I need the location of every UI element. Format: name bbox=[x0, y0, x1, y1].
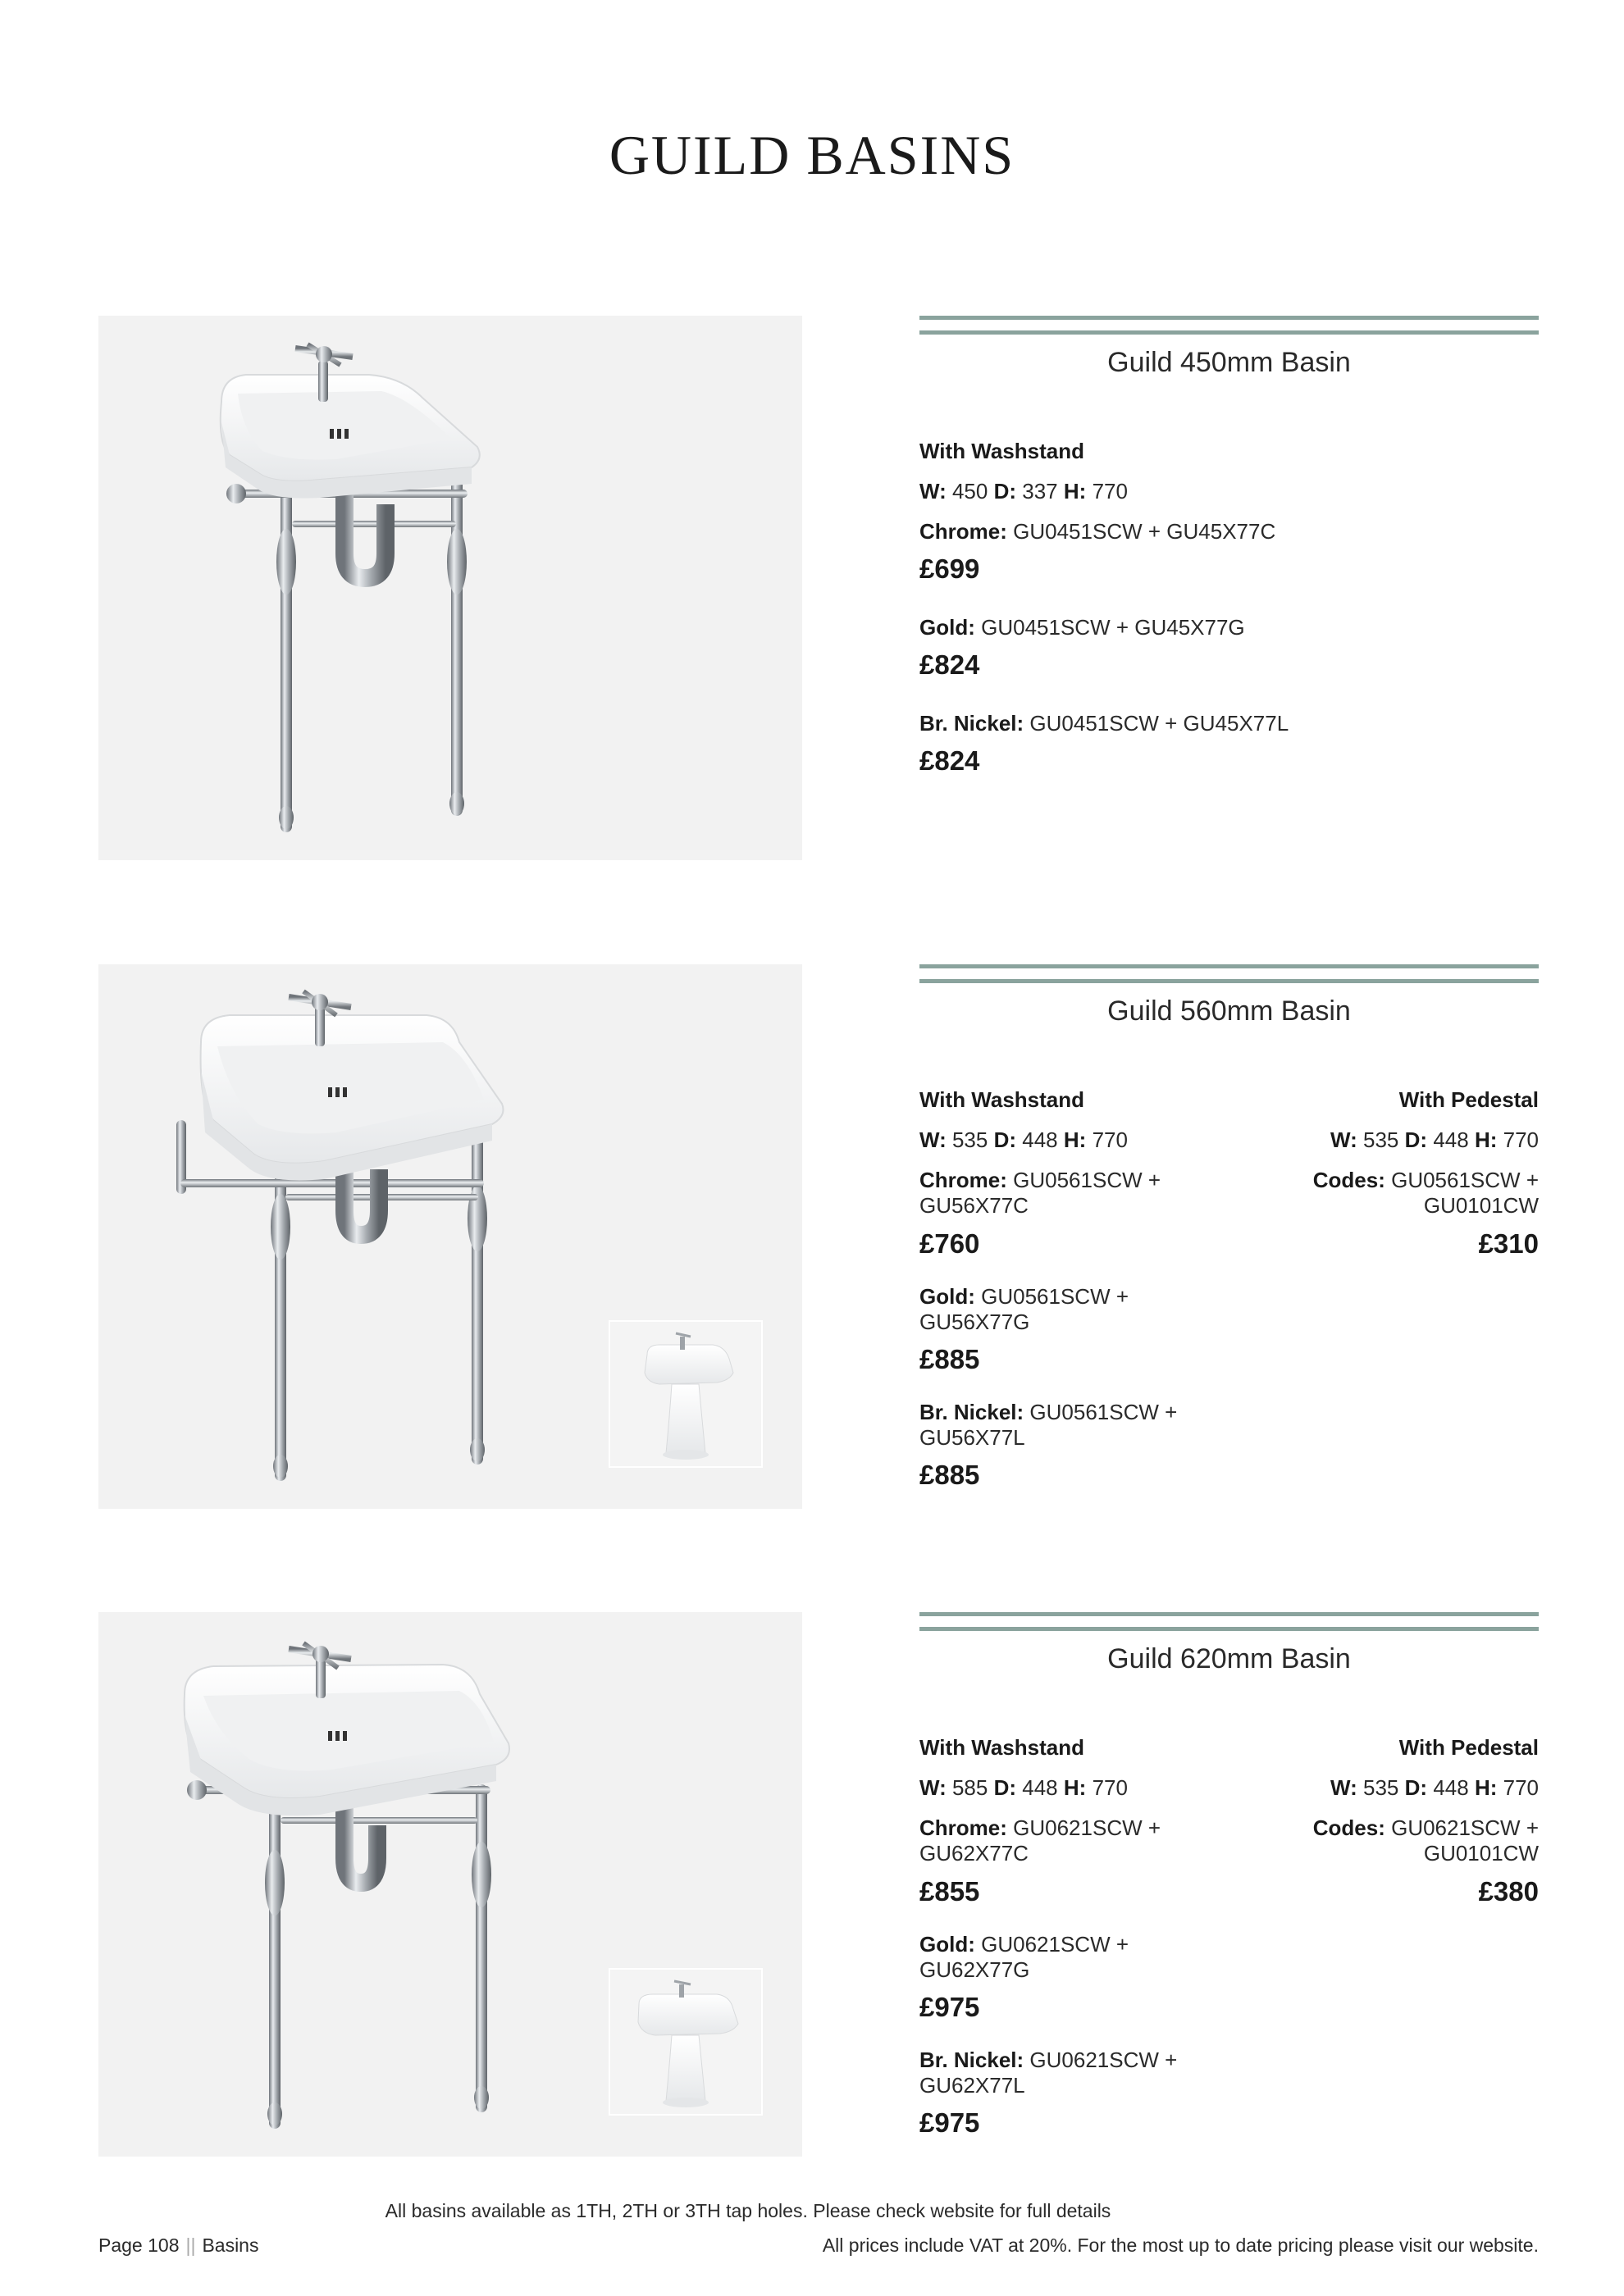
basin-pedestal-thumbnail bbox=[609, 1968, 763, 2116]
product-info-guild-620 bbox=[919, 1612, 1539, 2157]
chrome-code: Chrome: GU0621SCW + bbox=[919, 1815, 1161, 1840]
chrome-price: £855 bbox=[919, 1876, 980, 1906]
tap-holes-note-text: All basins available as 1TH, 2TH or 3TH tap holes. Please check website for full details bbox=[385, 2200, 1111, 2221]
nickel-code: Br. Nickel: GU0561SCW + bbox=[919, 1400, 1178, 1424]
washstand-heading: With Washstand bbox=[919, 1087, 1085, 1112]
product-guild-620 bbox=[0, 1612, 1624, 2157]
pedestal-codes: Codes: GU0561SCW + bbox=[1312, 1168, 1539, 1192]
chrome-price: £699 bbox=[919, 554, 980, 584]
page-number: Page 108 bbox=[98, 2234, 180, 2256]
basin-washstand-image bbox=[98, 964, 802, 1509]
product-info-guild-560 bbox=[919, 964, 1539, 1509]
divider-rule bbox=[919, 979, 1539, 983]
gold-price: £885 bbox=[919, 1344, 980, 1374]
chrome-price: £760 bbox=[919, 1228, 980, 1259]
pedestal-heading: With Pedestal bbox=[1398, 1735, 1539, 1760]
page-footer-left bbox=[98, 2234, 258, 2257]
divider-rule bbox=[919, 330, 1539, 335]
dimensions: W: 535 D: 448 H: 770 bbox=[919, 1128, 1128, 1152]
product-info-guild-450 bbox=[919, 316, 1539, 860]
nickel-price: £885 bbox=[919, 1460, 980, 1490]
washstand-heading: With Washstand bbox=[919, 439, 1085, 463]
nickel-code-cont: GU62X77L bbox=[919, 2073, 1025, 2098]
product-guild-560 bbox=[0, 964, 1624, 1509]
basin-washstand-image bbox=[98, 316, 802, 860]
gold-code-cont: GU56X77G bbox=[919, 1310, 1030, 1334]
divider-rule bbox=[919, 316, 1539, 320]
dimensions: W: 535 D: 448 H: 770 bbox=[1330, 1128, 1539, 1152]
product-title: Guild 620mm Basin bbox=[1107, 1643, 1351, 1674]
pedestal-price: £380 bbox=[1478, 1876, 1539, 1906]
chrome-code-cont: GU62X77C bbox=[919, 1841, 1029, 1866]
gold-price: £824 bbox=[919, 649, 980, 680]
chrome-code: Chrome: GU0561SCW + bbox=[919, 1168, 1161, 1192]
chrome-code: Chrome: GU0451SCW + GU45X77C bbox=[919, 519, 1276, 544]
nickel-price: £975 bbox=[919, 2107, 980, 2138]
gold-price: £975 bbox=[919, 1992, 980, 2022]
product-guild-450 bbox=[0, 316, 1624, 860]
footer-separator: || bbox=[185, 2234, 196, 2256]
pedestal-codes: Codes: GU0621SCW + bbox=[1312, 1815, 1539, 1840]
washstand-heading: With Washstand bbox=[919, 1735, 1085, 1760]
dimensions: W: 535 D: 448 H: 770 bbox=[1330, 1775, 1539, 1800]
nickel-code: Br. Nickel: GU0621SCW + bbox=[919, 2048, 1178, 2072]
chrome-code-cont: GU56X77C bbox=[919, 1193, 1029, 1218]
divider-rule bbox=[919, 964, 1539, 968]
tap-holes-note bbox=[0, 2200, 1624, 2222]
pedestal-heading: With Pedestal bbox=[1398, 1087, 1539, 1112]
gold-code: Gold: GU0621SCW + bbox=[919, 1932, 1129, 1957]
gold-code: Gold: GU0561SCW + bbox=[919, 1284, 1129, 1309]
nickel-price: £824 bbox=[919, 745, 980, 776]
pedestal-price: £310 bbox=[1478, 1228, 1539, 1259]
basin-washstand-image bbox=[98, 1612, 802, 2157]
divider-rule bbox=[919, 1627, 1539, 1631]
dimensions: W: 450 D: 337 H: 770 bbox=[919, 479, 1128, 503]
gold-code-cont: GU62X77G bbox=[919, 1957, 1030, 1982]
dimensions: W: 585 D: 448 H: 770 bbox=[919, 1775, 1128, 1800]
vat-note: All prices include VAT at 20%. For the most up to date pricing please visit our website. bbox=[822, 2234, 1539, 2256]
page-title: GUILD BASINS bbox=[609, 124, 1015, 186]
gold-code: Gold: GU0451SCW + GU45X77G bbox=[919, 615, 1245, 640]
basin-pedestal-thumbnail bbox=[609, 1320, 763, 1468]
pedestal-codes-cont: GU0101CW bbox=[1423, 1841, 1539, 1866]
product-title: Guild 450mm Basin bbox=[1107, 347, 1351, 378]
nickel-code-cont: GU56X77L bbox=[919, 1425, 1025, 1450]
product-title: Guild 560mm Basin bbox=[1107, 995, 1351, 1027]
divider-rule bbox=[919, 1612, 1539, 1616]
section-name: Basins bbox=[202, 2234, 259, 2256]
pedestal-codes-cont: GU0101CW bbox=[1423, 1193, 1539, 1218]
nickel-code: Br. Nickel: GU0451SCW + GU45X77L bbox=[919, 711, 1289, 736]
